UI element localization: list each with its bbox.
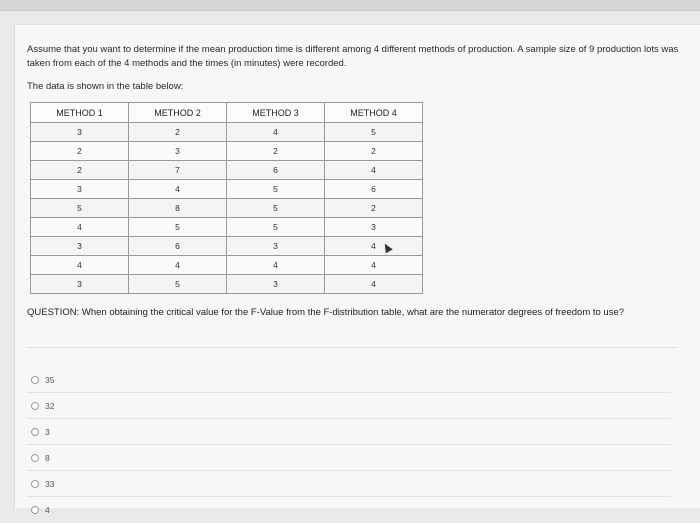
table-cell: 2 (31, 161, 129, 180)
table-cell: 3 (31, 180, 129, 199)
column-header: METHOD 4 (325, 103, 423, 123)
table-cell: 3 (325, 218, 423, 237)
radio-button-icon[interactable] (31, 376, 39, 384)
column-header: METHOD 3 (227, 103, 325, 123)
table-row (31, 218, 423, 237)
table-row (31, 180, 423, 199)
question-text: QUESTION: When obtaining the critical value for the F-Value from the F-distribution table, what are the numerator degrees of freedom to use? (27, 307, 625, 318)
table-cell: 5 (227, 199, 325, 218)
table-row (31, 142, 423, 161)
table-row (31, 161, 423, 180)
table-cell: 5 (129, 275, 227, 294)
table-cell: 4 (325, 256, 423, 275)
answer-option[interactable] (31, 497, 671, 523)
answer-option[interactable] (31, 419, 671, 445)
table-cell: 6 (227, 161, 325, 180)
answer-option-label: 3 (45, 427, 50, 437)
table-cell: 7 (129, 161, 227, 180)
table-cell: 4 (325, 161, 423, 180)
answer-options (31, 367, 671, 523)
table-cell: 4 (31, 218, 129, 237)
table-row (31, 237, 423, 256)
divider (27, 347, 677, 348)
table-cell: 3 (31, 275, 129, 294)
radio-button-icon[interactable] (31, 454, 39, 462)
answer-option[interactable] (31, 471, 671, 497)
radio-button-icon[interactable] (31, 506, 39, 514)
radio-button-icon[interactable] (31, 480, 39, 488)
table-cell: 4 (31, 256, 129, 275)
question-card (14, 24, 700, 515)
table-cell: 2 (325, 142, 423, 161)
answer-option-label: 35 (45, 375, 55, 385)
table-header-row (31, 103, 423, 123)
column-header: METHOD 2 (129, 103, 227, 123)
table-cell: 8 (129, 199, 227, 218)
top-bar (0, 0, 700, 11)
table-cell: 3 (227, 275, 325, 294)
table-cell: 2 (31, 142, 129, 161)
table-cell: 6 (325, 180, 423, 199)
table-row (31, 256, 423, 275)
table-cell: 3 (31, 237, 129, 256)
table-cell: 3 (227, 237, 325, 256)
table-cell: 4 (325, 237, 423, 256)
table-cell: 2 (325, 199, 423, 218)
table-cell: 5 (31, 199, 129, 218)
table-cell: 5 (227, 218, 325, 237)
table-cell: 4 (129, 180, 227, 199)
answer-option-label: 8 (45, 453, 50, 463)
table-cell: 5 (227, 180, 325, 199)
table-row (31, 199, 423, 218)
table-row (31, 123, 423, 142)
data-label: The data is shown in the table below: (27, 81, 184, 92)
column-header: METHOD 1 (31, 103, 129, 123)
table-cell: 5 (129, 218, 227, 237)
table-cell: 4 (227, 256, 325, 275)
answer-option-label: 33 (45, 479, 55, 489)
answer-option-label: 4 (45, 505, 50, 515)
radio-button-icon[interactable] (31, 402, 39, 410)
answer-option[interactable] (31, 393, 671, 419)
answer-option[interactable] (31, 367, 671, 393)
problem-statement: Assume that you want to determine if the mean production time is different among 4 different methods of production. A sample size of 9 production lots was taken from each of the 4 methods and the times (in minutes) were recorded. (27, 44, 679, 69)
table-cell: 4 (129, 256, 227, 275)
answer-option-label: 32 (45, 401, 55, 411)
answer-option[interactable] (31, 445, 671, 471)
table-cell: 4 (227, 123, 325, 142)
radio-button-icon[interactable] (31, 428, 39, 436)
table-cell: 5 (325, 123, 423, 142)
data-table (30, 102, 423, 294)
table-row (31, 275, 423, 294)
table-cell: 2 (129, 123, 227, 142)
table-cell: 2 (227, 142, 325, 161)
table-cell: 6 (129, 237, 227, 256)
table-cell: 3 (31, 123, 129, 142)
table-cell: 4 (325, 275, 423, 294)
table-cell: 3 (129, 142, 227, 161)
